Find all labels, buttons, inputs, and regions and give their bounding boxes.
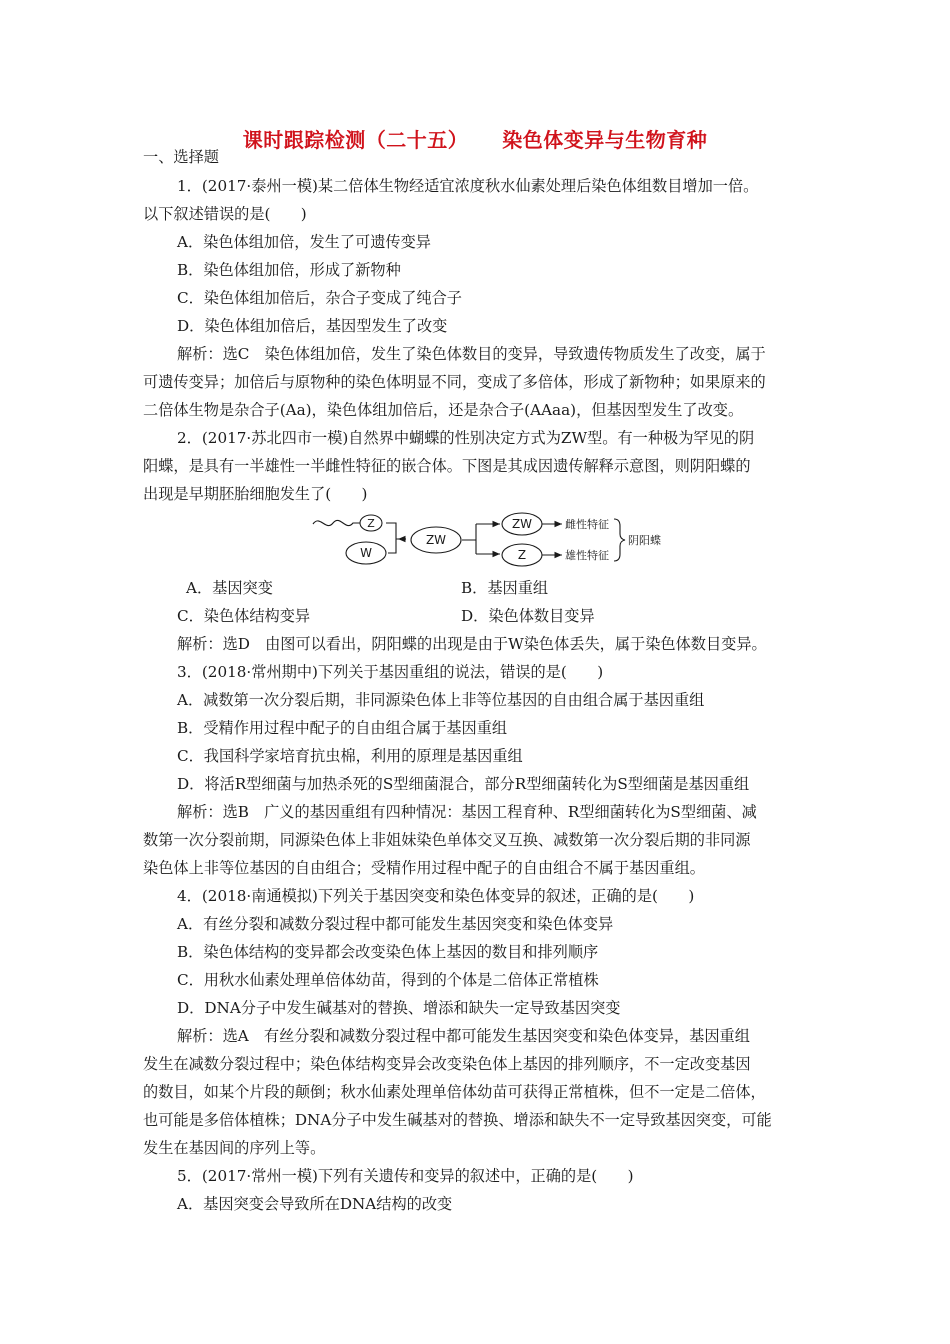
q3-option-c: C．我国科学家培育抗虫棉，利用的原理是基因重组 (177, 747, 523, 765)
q1-answer-line-1: 解析：选C 染色体组加倍，发生了染色体数目的变异，导致遗传物质发生了改变，属于 (177, 345, 766, 363)
q2-option-a: A．基因突变 (186, 579, 273, 597)
title-part-2: 染色体变异与生物育种 (502, 128, 708, 152)
split-lines (462, 524, 476, 554)
male-trait-label: 雄性特征 (565, 549, 609, 562)
q2-option-b: B．基因重组 (461, 579, 549, 597)
q1-answer-line-2: 可遗传变异；加倍后与原物种的染色体明显不同，变成了多倍体，形成了新物种；如果原来的 (143, 373, 766, 391)
lost-chromosome-squiggle (313, 520, 360, 525)
q3-stem-line-1: 3．(2018·常州期中)下列关于基因重组的说法，错误的是( ) (177, 663, 604, 681)
q4-answer-line-1: 解析：选A 有丝分裂和减数分裂过程中都可能发生基因突变和染色体变异，基因重组 (177, 1027, 750, 1045)
q2-stem-line-3: 出现是早期胚胎细胞发生了( ) (143, 485, 368, 503)
q4-option-a: A．有丝分裂和减数分裂过程中都可能发生基因突变和染色体变异 (177, 915, 614, 933)
z-cell-label: Z (517, 548, 527, 562)
q1-option-c: C．染色体组加倍后，杂合子变成了纯合子 (177, 289, 462, 307)
q1-option-d: D．染色体组加倍后，基因型发生了改变 (177, 317, 448, 335)
q2-answer-line-1: 解析：选D 由图可以看出，阴阳蝶的出现是由于W染色体丢失，属于染色体数目变异。 (177, 635, 767, 653)
q1-option-a: A．染色体组加倍，发生了可遗传变异 (177, 233, 431, 251)
q3-answer-line-2: 数第一次分裂前期，同源染色体上非姐妹染色单体交叉互换、减数第一次分裂后期的非同源 (143, 831, 751, 849)
female-trait-label: 雌性特征 (565, 518, 609, 531)
q3-option-d: D．将活R型细菌与加热杀死的S型细菌混合，部分R型细菌转化为S型细菌是基因重组 (177, 775, 750, 793)
q4-stem-line-1: 4．(2018·南通模拟)下列关于基因突变和染色体变异的叙述，正确的是( ) (177, 887, 695, 905)
q4-option-d: D．DNA分子中发生碱基对的替换、增添和缺失一定导致基因突变 (177, 999, 621, 1017)
zw-zygote-label: ZW (425, 533, 447, 547)
result-brace (614, 519, 625, 561)
gynandromorph-diagram (308, 510, 688, 574)
q4-answer-line-2: 发生在减数分裂过程中；染色体结构变异会改变染色体上基因的排列顺序，不一定改变基因 (143, 1055, 751, 1073)
q3-answer-line-1: 解析：选B 广义的基因重组有四种情况：基因工程育种、R型细菌转化为S型细菌、减 (177, 803, 757, 821)
q3-answer-line-3: 染色体上非等位基因的自由组合；受精作用过程中配子的自由组合不属于基因重组。 (143, 859, 705, 877)
q2-option-c: C．染色体结构变异 (177, 607, 311, 625)
title-part-1: 课时跟踪检测（二十五） (242, 128, 469, 152)
q1-option-b: B．染色体组加倍，形成了新物种 (177, 261, 401, 279)
section-heading: 一、选择题 (143, 148, 219, 166)
q3-option-b: B．受精作用过程中配子的自由组合属于基因重组 (177, 719, 508, 737)
gynandromorph-label: 阴阳蝶 (628, 534, 661, 547)
q4-option-c: C．用秋水仙素处理单倍体幼苗，得到的个体是二倍体正常植株 (177, 971, 599, 989)
q4-option-b: B．染色体结构的变异都会改变染色体上基因的数目和排列顺序 (177, 943, 599, 961)
w-chromosome-label: W (360, 546, 372, 560)
q4-answer-line-4: 也可能是多倍体植株；DNA分子中发生碱基对的替换、增添和缺失不一定导致基因突变，可能 (143, 1111, 772, 1129)
q1-answer-line-3: 二倍体生物是杂合子(Aa)，染色体组加倍后，还是杂合子(AAaa)，但基因型发生了改变。 (143, 401, 744, 419)
q2-stem-line-2: 阳蝶，是具有一半雄性一半雌性特征的嵌合体。下图是其成因遗传解释示意图，则阴阳蝶的 (143, 457, 751, 475)
q5-stem-line-1: 5．(2017·常州一模)下列有关遗传和变异的叙述中，正确的是( ) (177, 1167, 634, 1185)
zw-cell-label: ZW (511, 517, 533, 531)
z-chromosome-label: Z (367, 517, 375, 530)
q2-option-d: D．染色体数目变异 (461, 607, 595, 625)
q5-option-a: A．基因突变会导致所在DNA结构的改变 (177, 1195, 453, 1213)
q2-stem-line-1: 2．(2017·苏北四市一模)自然界中蝴蝶的性别决定方式为ZW型。有一种极为罕见的阴 (177, 429, 755, 447)
q3-option-a: A．减数第一次分裂后期，非同源染色体上非等位基因的自由组合属于基因重组 (177, 691, 705, 709)
left-bracket (386, 523, 404, 553)
q1-stem-line-2: 以下叙述错误的是( ) (143, 205, 307, 223)
q1-stem-line-1: 1．(2017·泰州一模)某二倍体生物经适宜浓度秋水仙素处理后染色体组数目增加一倍。 (177, 177, 759, 195)
q4-answer-line-5: 发生在基因间的序列上等。 (143, 1139, 326, 1157)
q4-answer-line-3: 的数目，如某个片段的颠倒；秋水仙素处理单倍体幼苗可获得正常植株，但不一定是二倍体， (143, 1083, 766, 1101)
